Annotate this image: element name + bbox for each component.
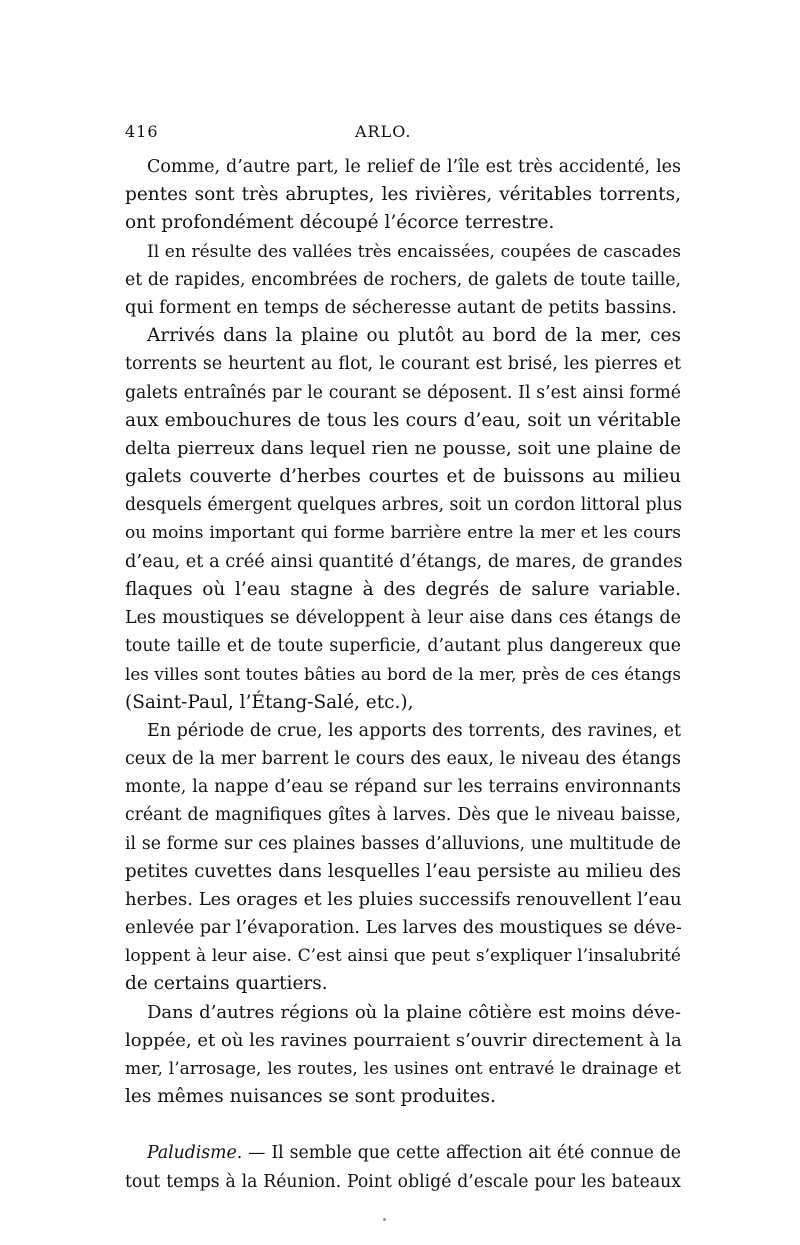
text-line: monte, la nappe d’eau se répand sur les terrains environnants: [125, 777, 681, 798]
print-mark: [383, 1218, 386, 1221]
text-line: les villes sont toutes bâties au bord de la mer, près de ces étangs: [125, 664, 681, 685]
page-number: 416: [125, 122, 159, 141]
section-paludisme: [125, 1139, 681, 1195]
paragraph: [125, 153, 681, 238]
running-head: [125, 122, 685, 146]
text-line: (Saint-Paul, l’Étang-Salé, etc.),: [125, 691, 414, 713]
text-line: et de rapides, encombrées de rochers, de galets de toute taille,: [125, 269, 681, 290]
text-line: loppent à leur aise. C’est ainsi que peut s’expliquer l’insalubrité: [125, 946, 681, 967]
text-line: Comme, d’autre part, le relief de l’île est très accidenté, les: [147, 157, 681, 177]
text-line: ceux de la mer barrent le cours des eaux, le niveau des étangs: [125, 748, 681, 769]
paragraph: [125, 238, 681, 323]
text-line: En période de crue, les apports des torrents, des ravines, et: [147, 720, 681, 741]
text-line: galets couverte d’herbes courtes et de buissons au milieu: [125, 466, 681, 488]
text-line: Dans d’autres régions où la plaine côtière est moins déve-: [147, 1001, 681, 1023]
text-line: flaques où l’eau stagne à des degrés de salure variable.: [125, 578, 681, 600]
text-line: les mêmes nuisances se sont produites.: [125, 1086, 496, 1108]
paragraph: [125, 322, 681, 717]
section-gap: [125, 1111, 681, 1139]
paragraph: [125, 717, 681, 999]
text-line: Il en résulte des vallées très encaissées, coupées de cascades: [147, 241, 681, 262]
text-line: ou moins important qui forme barrière entre la mer et les cours: [125, 523, 681, 544]
text-line: Les moustiques se développent à leur aise dans ces étangs de: [125, 608, 681, 628]
section-heading: Paludisme.: [147, 1143, 243, 1164]
text-line: tout temps à la Réunion. Point obligé d’escale pour les bateaux: [125, 1171, 681, 1192]
body-text: [125, 153, 681, 1196]
text-line: Arrivés dans la plaine ou plutôt au bord de la mer, ces: [147, 325, 681, 347]
section-line-text: — Il semble que cette affection ait été connue de: [248, 1143, 681, 1164]
text-line: de certains quartiers.: [125, 973, 328, 995]
text-line: mer, l’arrosage, les routes, les usines ont entravé le drainage et: [125, 1059, 681, 1079]
text-line: herbes. Les orages et les pluies successifs renouvellent l’eau: [125, 888, 682, 910]
text-line: delta pierreux dans lequel rien ne pousse, soit une plaine de: [125, 437, 681, 459]
text-line: toute taille et de toute superficie, d’autant plus dangereux que: [125, 636, 681, 657]
text-line: desquels émergent quelques arbres, soit un cordon littoral plus: [125, 495, 683, 516]
text-line: ont profondément découpé l’écorce terrestre.: [125, 212, 555, 234]
running-title: ARLO.: [355, 122, 412, 141]
text-line: loppée, et où les ravines pourraient s’ouvrir directement à la: [125, 1029, 682, 1051]
text-line: pentes sont très abruptes, les rivières, véritables torrents,: [125, 184, 681, 206]
text-line: d’eau, et a créé ainsi quantité d’étangs, de mares, de grandes: [125, 551, 683, 572]
text-line: enlevée par l’évaporation. Les larves des moustiques se déve-: [125, 918, 682, 939]
text-line: il se forme sur ces plaines basses d’alluvions, une multitude de: [125, 833, 681, 854]
text-line: aux embouchures de tous les cours d’eau, soit un véritable: [125, 409, 681, 431]
text-line: créant de magnifiques gîtes à larves. Dès que le niveau baisse,: [125, 805, 681, 826]
text-line: torrents se heurtent au flot, le courant est brisé, les pierres et: [125, 354, 681, 375]
paragraph: [125, 999, 681, 1112]
text-line: galets entraînés par le courant se déposent. Il s’est ainsi formé: [125, 382, 681, 403]
text-line: qui forment en temps de sécheresse autant de petits bassins.: [125, 297, 677, 318]
text-line: petites cuvettes dans lesquelles l’eau persiste au milieu des: [125, 860, 681, 882]
text-line: [125, 1139, 681, 1167]
